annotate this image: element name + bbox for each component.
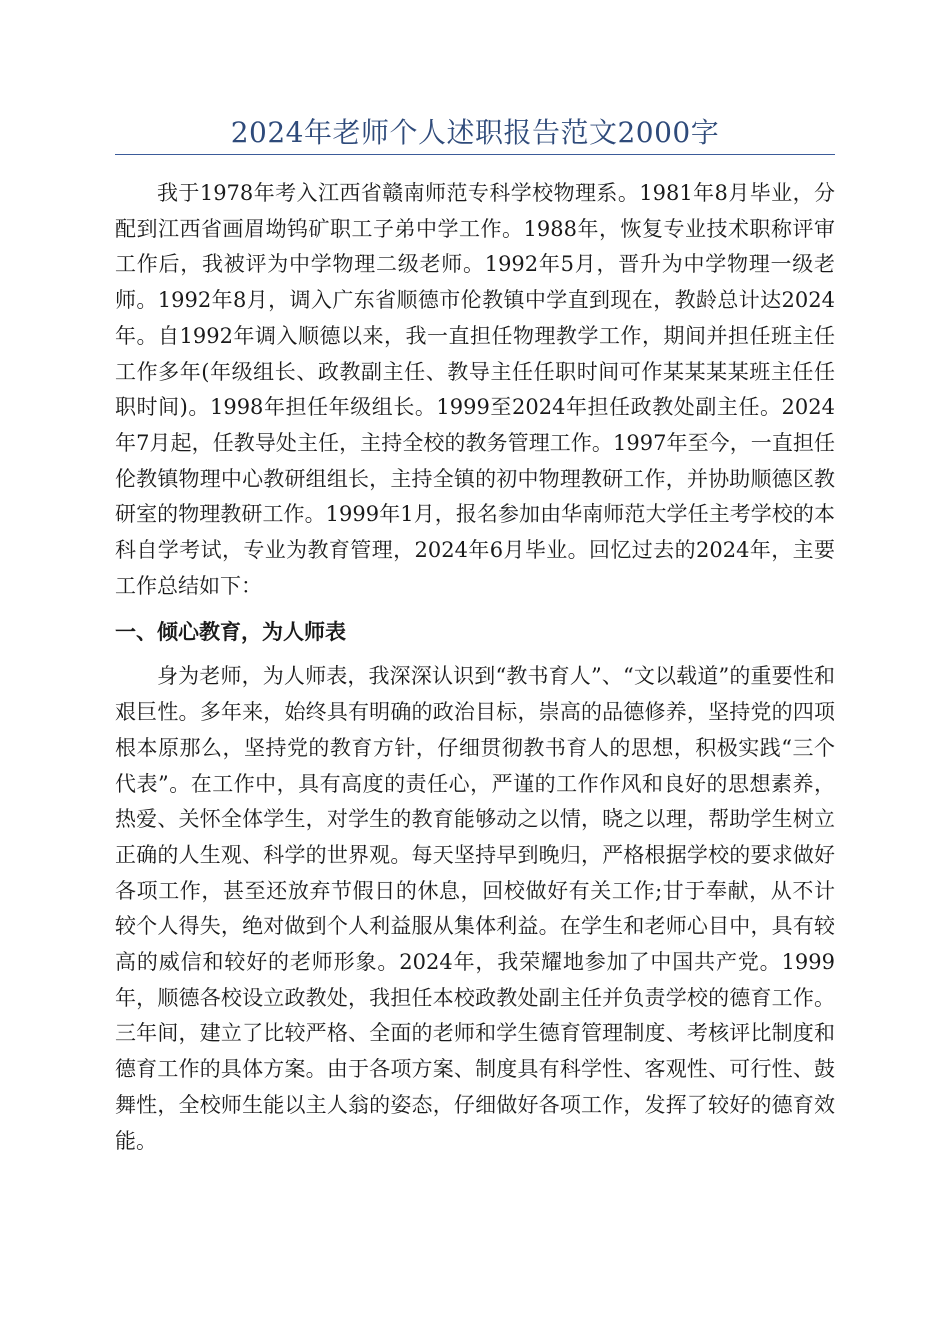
- section-heading: 一、倾心教育，为人师表: [115, 620, 346, 645]
- paragraph-career-history: 我于1978年考入江西省赣南师范专科学校物理系。1981年8月毕业，分配到江西省画眉坳钨矿职工子弟中学工作。1988年，恢复专业技术职称评审工作后，我被评为中学物理二级老师。1992年5月，晋升为中学物理一级老师。1992年8月，调入广东省顺德市伦教镇中学直到现在，教龄总计达2024年。自1992年调入顺德以来，我一直担任物理教学工作，期间并担任班主任工作多年(年级组长、政教副主任、教导主任任职时间可作某某某某班主任任职时间)。1998年担任年级组长。1999至2024年担任政教处副主任。2024年7月起，任教导处主任，主持全校的教务管理工作。1997年至今，一直担任伦教镇物理中心教研组组长，主持全镇的初中物理教研工作，并协助顺德区教研室的物理教研工作。1999年1月，报名参加由华南师范大学任主考学校的本科自学考试，专业为教育管理，2024年6月毕业。回忆过去的2024年，主要工作总结如下：: [115, 181, 835, 598]
- title-underline: [115, 154, 835, 155]
- document-body: [115, 176, 835, 1159]
- document-title: 2024年老师个人述职报告范文2000字: [230, 116, 720, 149]
- paragraph-teaching-ethics: 身为老师，为人师表，我深深认识到“教书育人”、“文以载道”的重要性和艰巨性。多年来，始终具有明确的政治目标，崇高的品德修养，坚持党的四项根本原那么，坚持党的教育方针，仔细贯彻教书育人的思想，积极实践“三个代表”。在工作中，具有高度的责任心，严谨的工作作风和良好的思想素养，热爱、关怀全体学生，对学生的教育能够动之以情，晓之以理，帮助学生树立正确的人生观、科学的世界观。每天坚持早到晚归，严格根据学校的要求做好各项工作，甚至还放弃节假日的休息，回校做好有关工作;甘于奉献，从不计较个人得失，绝对做到个人利益服从集体利益。在学生和老师心目中，具有较高的威信和较好的老师形象。2024年，我荣耀地参加了中国共产党。1999年，顺德各校设立政教处，我担任本校政教处副主任并负责学校的德育工作。三年间，建立了比较严格、全面的老师和学生德育管理制度、考核评比制度和德育工作的具体方案。由于各项方案、制度具有科学性、客观性、可行性、鼓舞性，全校师生能以主人翁的姿态，仔细做好各项工作，发挥了较好的德育效能。: [115, 664, 835, 1153]
